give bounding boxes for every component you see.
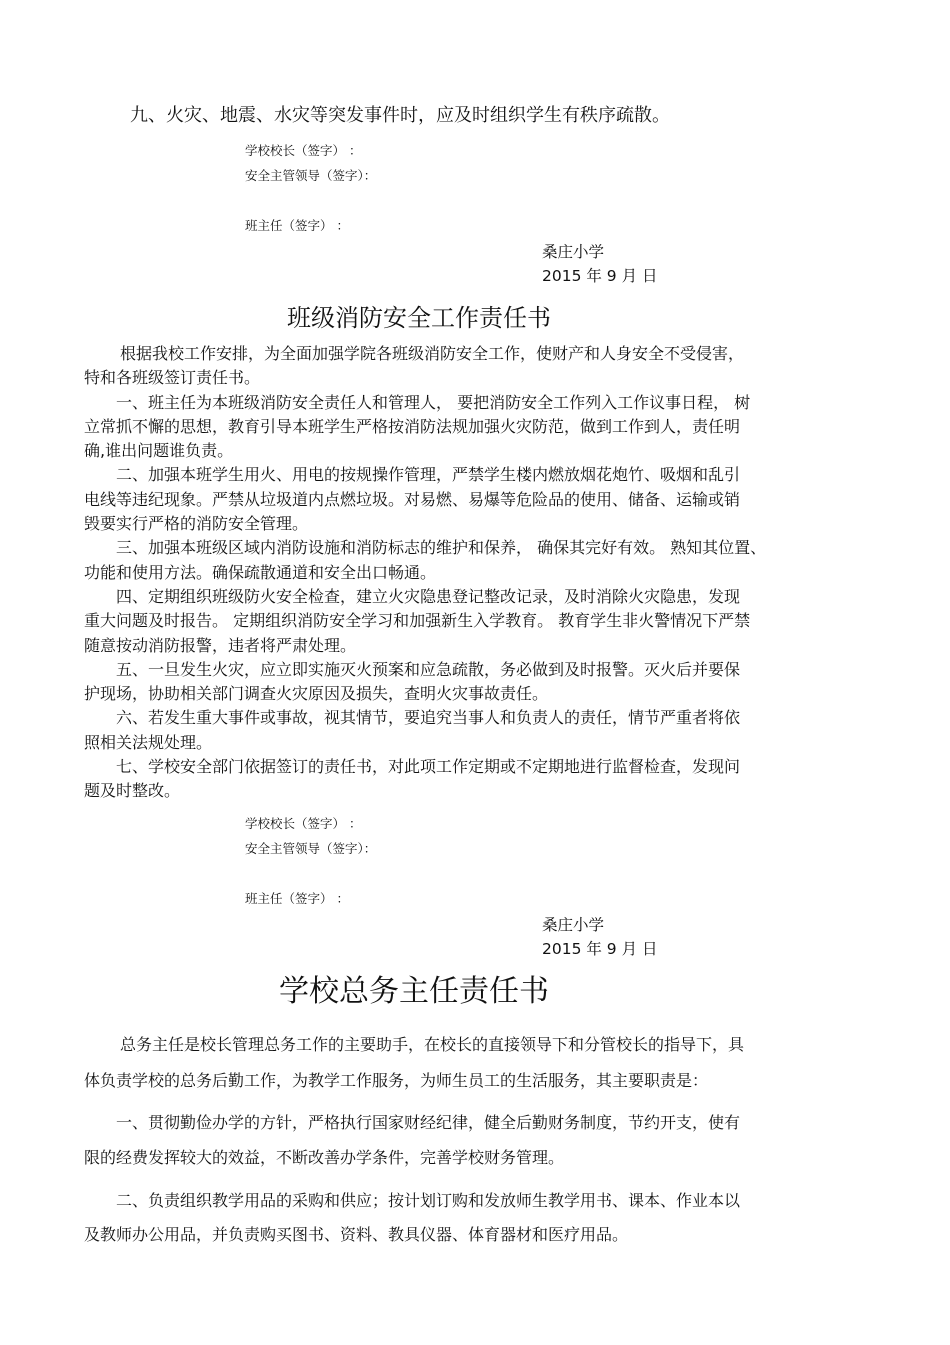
doc1-item-line: 随意按动消防报警，违者将严肃处理。	[84, 635, 357, 655]
school-name: 桑庄小学	[542, 916, 605, 934]
doc2-title: 学校总务主任责任书	[279, 974, 549, 1009]
doc1-item-line: 立常抓不懈的思想，教育引导本班学生严格按消防法规加强火灾防范，做到工作到人，责任明	[84, 416, 741, 436]
doc2-item-line: 二、负责组织教学用品的采购和供应；按计划订购和发放师生教学用书、课本、作业本以	[116, 1191, 741, 1210]
principal-signature-label: 学校校长（签字） ：	[245, 816, 362, 831]
head-teacher-signature-label: 班主任（签字） ：	[245, 891, 349, 906]
doc1-item-line: 五、一旦发生火灾，应立即实施灭火预案和应急疏散，务必做到及时报警。灭火后并要保	[116, 659, 741, 679]
doc1-item-line: 三、加强本班级区域内消防设施和消防标志的维护和保养， 确保其完好有效。 熟知其位置、	[116, 538, 767, 558]
item-9-text: 九、火灾、地震、水灾等突发事件时，应及时组织学生有秩序疏散。	[130, 105, 670, 126]
doc1-item-line: 护现场，协助相关部门调查火灾原因及损失，查明火灾事故责任。	[84, 684, 549, 704]
doc1-item-line: 六、若发生重大事件或事故，视其情节，要追究当事人和负责人的责任，情节严重者将依	[116, 708, 741, 728]
doc1-title: 班级消防安全工作责任书	[287, 304, 551, 332]
doc2-intro-line: 总务主任是校长管理总务工作的主要助手，在校长的直接领导下和分管校长的指导下，具	[120, 1035, 745, 1054]
doc1-item-line: 功能和使用方法。确保疏散通道和安全出口畅通。	[84, 562, 437, 582]
doc1-item-line: 照相关法规处理。	[84, 732, 213, 752]
doc2-intro-line: 体负责学校的总务后勤工作，为教学工作服务，为师生员工的生活服务，其主要职责是：	[84, 1071, 709, 1090]
safety-leader-signature-label: 安全主管领导（签字）：	[245, 168, 377, 183]
doc2-item-line: 一、贯彻勤俭办学的方针，严格执行国家财经纪律，健全后勤财务制度，节约开支，使有	[116, 1113, 741, 1132]
doc1-intro-line: 特和各班级签订责任书。	[84, 368, 261, 388]
head-teacher-signature-label: 班主任（签字） ：	[245, 218, 349, 233]
doc1-item-line: 重大问题及时报告。 定期组织消防安全学习和加强新生入学教育。 教育学生非火警情况下严禁	[84, 611, 751, 631]
doc1-item-line: 二、加强本班学生用火、用电的按规操作管理，严禁学生楼内燃放烟花炮竹、吸烟和乱引	[116, 465, 741, 485]
doc1-item-line: 一、班主任为本班级消防安全责任人和管理人， 要把消防安全工作列入工作议事日程， 树	[116, 392, 751, 412]
school-name: 桑庄小学	[542, 243, 605, 261]
sign-date: 2015 年 9 月 日	[542, 940, 658, 958]
doc1-item-line: 确,谁出问题谁负责。	[84, 441, 234, 461]
doc1-item-line: 电线等违纪现象。严禁从垃圾道内点燃垃圾。对易燃、易爆等危险品的使用、储备、运输或销	[84, 489, 741, 509]
doc1-item-line: 题及时整改。	[84, 781, 181, 801]
doc1-item-line: 毁要实行严格的消防安全管理。	[84, 514, 309, 534]
doc2-item-line: 限的经费发挥较大的效益，不断改善办学条件，完善学校财务管理。	[84, 1148, 565, 1167]
doc1-body	[84, 342, 874, 804]
doc2-item-line: 及教师办公用品，并负责购买图书、资料、教具仪器、体育器材和医疗用品。	[84, 1225, 629, 1244]
doc1-item-line: 七、学校安全部门依据签订的责任书，对此项工作定期或不定期地进行监督检查，发现问	[116, 757, 741, 777]
doc1-item-line: 四、定期组织班级防火安全检查，建立火灾隐患登记整改记录，及时消除火灾隐患，发现	[116, 586, 741, 606]
doc1-intro-line: 根据我校工作安排，为全面加强学院各班级消防安全工作，使财产和人身安全不受侵害，	[120, 344, 745, 363]
principal-signature-label: 学校校长（签字） ：	[245, 143, 362, 158]
safety-leader-signature-label: 安全主管领导（签字）：	[245, 841, 377, 856]
sign-date: 2015 年 9 月 日	[542, 267, 658, 285]
